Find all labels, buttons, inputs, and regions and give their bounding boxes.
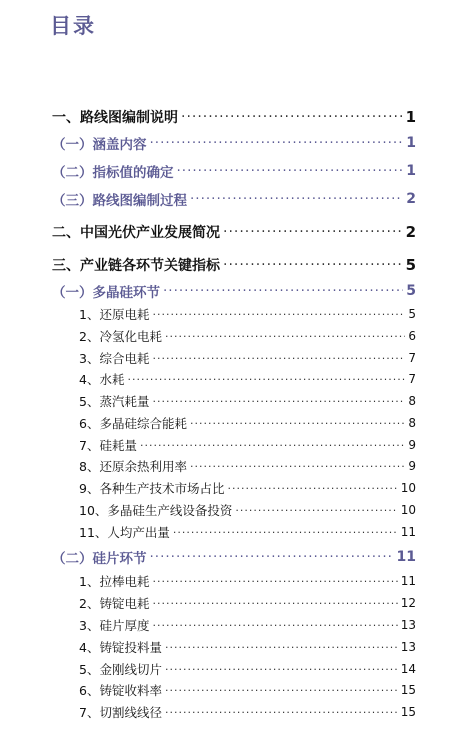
toc-entry[interactable] [79,414,416,432]
toc-page-number: 15 [400,683,416,697]
toc-entry-label: 4、水耗 [79,372,125,387]
toc-page-number: 12 [400,596,416,610]
toc-entry-label: 7、切割线线径 [79,705,162,720]
toc-dot-leader [181,109,403,125]
toc-page-number: 8 [408,416,416,430]
toc-dot-leader [165,706,398,719]
toc-entry[interactable] [52,221,416,243]
toc-entry[interactable] [79,638,416,656]
toc-dot-leader [152,308,405,321]
toc-page-number: 7 [408,351,416,365]
toc-entry[interactable] [79,616,416,634]
toc-page-number: 5 [406,283,416,299]
toc-entry[interactable] [79,681,416,699]
toc-entry[interactable] [79,370,416,388]
toc-dot-leader [223,224,403,240]
toc-entry[interactable] [79,327,416,345]
toc-page-number: 9 [408,438,416,452]
toc-entry[interactable] [79,392,416,410]
toc-page-number: 15 [400,705,416,719]
toc-entry-label: （一）涵盖内容 [52,137,147,153]
toc-entry-label: （二）硅片环节 [52,551,147,567]
toc-page-number: 10 [400,481,416,495]
toc-page-number: 14 [400,662,416,676]
toc-page-number: 11 [400,525,416,539]
toc-page-number: 11 [400,574,416,588]
toc-entry[interactable] [52,547,416,567]
toc-page-number: 10 [400,503,416,517]
toc-entry-label: 二、中国光伏产业发展简况 [52,225,220,241]
toc-dot-leader [150,135,404,151]
toc-entry[interactable] [52,133,416,153]
toc-entry-label: 3、综合电耗 [79,351,150,366]
toc-entry[interactable] [79,457,416,475]
toc-entry[interactable] [52,189,416,209]
toc-page-number: 1 [406,135,416,151]
toc-dot-leader [140,439,405,452]
toc-dot-leader [165,641,398,654]
toc-entry[interactable] [79,501,416,519]
toc-entry-label: 7、硅耗量 [79,438,137,453]
toc-dot-leader [152,352,405,365]
toc-entry-label: 11、人均产出量 [79,525,170,540]
toc-entry-label: 8、还原余热利用率 [79,459,187,474]
toc-entry-label: （三）路线图编制过程 [52,193,187,209]
toc-dot-leader [223,257,403,273]
toc-page-number: 5 [405,256,416,274]
page-title: 目录 [50,14,96,38]
toc-entry-label: 2、冷氢化电耗 [79,329,162,344]
toc-dot-leader [165,330,405,343]
toc-page-number: 5 [408,307,416,321]
toc-dot-leader [165,663,398,676]
toc-entry[interactable] [79,305,416,323]
toc-entry[interactable] [52,106,416,128]
toc-dot-leader [190,191,403,207]
toc-page-number: 7 [408,372,416,386]
toc-entry-label: 6、铸锭收料率 [79,683,162,698]
toc-dot-leader [235,504,397,517]
toc-entry-label: 4、铸锭投料量 [79,640,162,655]
toc-dot-leader [177,163,404,179]
toc-page-number: 6 [408,329,416,343]
toc-dot-leader [163,283,403,299]
toc-entry-label: 三、产业链各环节关键指标 [52,258,220,274]
toc-entry[interactable] [79,572,416,590]
toc-entry-label: 2、铸锭电耗 [79,596,150,611]
toc-entry[interactable] [52,161,416,181]
toc-page-number: 1 [405,108,416,126]
toc-dot-leader [165,684,398,697]
toc-entry-label: 一、路线图编制说明 [52,110,178,126]
toc-entry-label: （一）多晶硅环节 [52,285,160,301]
toc-page-number: 9 [408,459,416,473]
toc-entry[interactable] [79,703,416,721]
toc-entry-label: 3、硅片厚度 [79,618,150,633]
toc-dot-leader [190,417,405,430]
toc-entry-label: 1、还原电耗 [79,307,150,322]
toc-dot-leader [152,575,397,588]
toc-entry[interactable] [79,660,416,678]
toc-dot-leader [227,482,397,495]
toc-entry[interactable] [52,254,416,276]
toc-entry-label: （二）指标值的确定 [52,165,174,181]
toc-dot-leader [152,597,397,610]
toc-entry-label: 1、拉棒电耗 [79,574,150,589]
toc-entry-label: 6、多晶硅综合能耗 [79,416,187,431]
toc-dot-leader [152,619,397,632]
toc-entry[interactable] [79,436,416,454]
toc-entry[interactable] [79,594,416,612]
toc-dot-leader [150,549,394,565]
toc-page-number: 8 [408,394,416,408]
toc-entry-label: 5、金刚线切片 [79,662,162,677]
toc-entry[interactable] [79,349,416,367]
toc-page-number: 2 [406,191,416,207]
toc-page-number: 2 [405,223,416,241]
toc-page-number: 13 [400,640,416,654]
toc-dot-leader [173,526,398,539]
toc-entry-label: 10、多晶硅生产线设备投资 [79,503,233,518]
toc-dot-leader [127,373,405,386]
toc-dot-leader [152,395,405,408]
toc-entry[interactable] [52,281,416,301]
toc-entry-label: 5、蒸汽耗量 [79,394,150,409]
toc-dot-leader [190,460,405,473]
toc-entry-label: 9、各种生产技术市场占比 [79,481,225,496]
toc-page-number: 11 [396,549,416,565]
toc-page-number: 13 [400,618,416,632]
toc-entry[interactable] [79,523,416,541]
toc-page-number: 1 [406,163,416,179]
toc-entry[interactable] [79,479,416,497]
